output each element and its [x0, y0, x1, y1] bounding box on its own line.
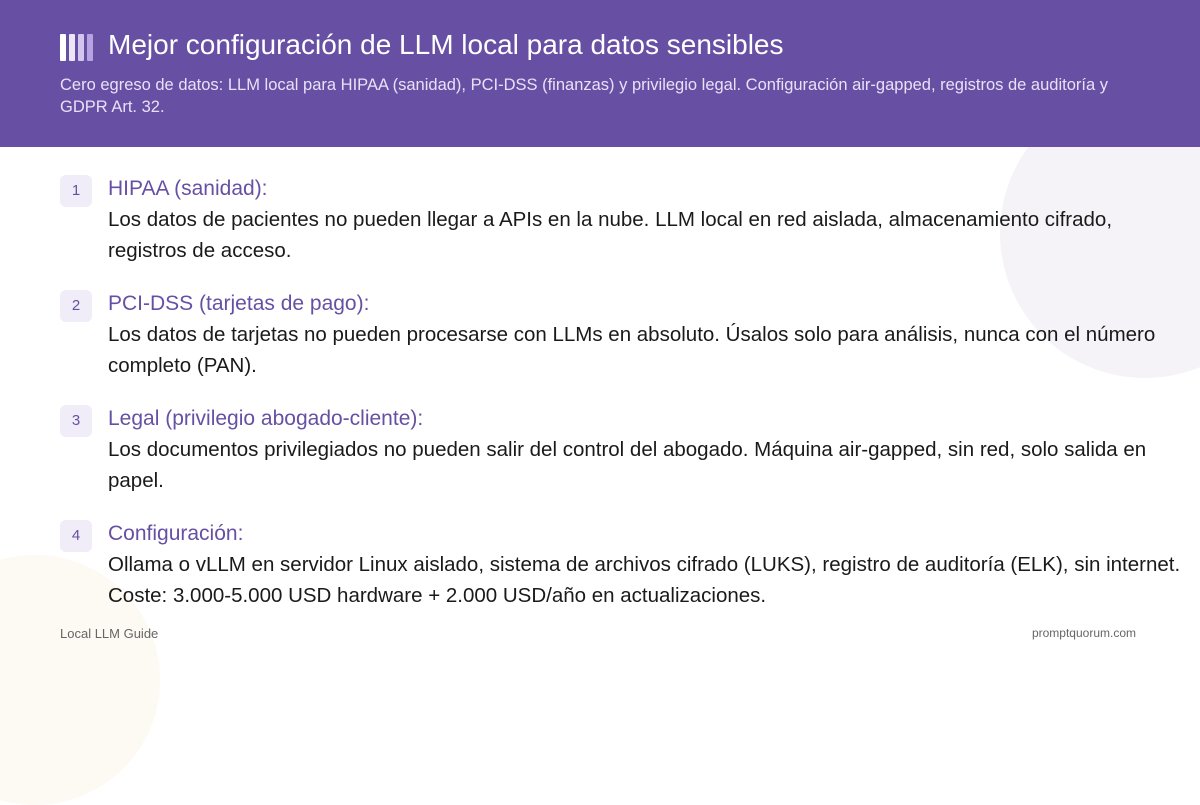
item-number-badge: 4	[60, 520, 92, 552]
footer-site-link[interactable]: promptquorum.com	[1031, 626, 1136, 640]
item-number-badge: 1	[60, 175, 92, 207]
item-number-badge: 3	[60, 405, 92, 437]
item-title: HIPAA (sanidad):	[108, 177, 268, 200]
item-title: Configuración:	[108, 522, 244, 545]
header-banner	[0, 0, 1200, 147]
page-title: Mejor configuración de LLM local para datos sensibles	[108, 29, 784, 60]
item-title: PCI-DSS (tarjetas de pago):	[108, 292, 370, 315]
item-body: Los datos de pacientes no pueden llegar a APIs en la nube. LLM local en red aislada, almacenamiento cifrado, registros de acceso.	[108, 208, 1113, 262]
item-number-badge: 2	[60, 290, 92, 322]
footer-guide-label: Local LLM Guide	[60, 626, 159, 641]
item-body: Los documentos privilegiados no pueden salir del control del abogado. Máquina air-gapped, sin red, solo salida en papel.	[108, 438, 1147, 492]
item-body: Los datos de tarjetas no pueden procesarse con LLMs en absoluto. Úsalos solo para análisis, nunca con el número completo (PAN).	[108, 323, 1156, 377]
item-body: Ollama o vLLM en servidor Linux aislado, sistema de archivos cifrado (LUKS), registro de auditoría (ELK), sin internet. Coste: 3.000-5.000 USD hardware + 2.000 USD/año en actualizaciones.	[108, 553, 1181, 607]
bars-logo-icon	[60, 34, 94, 61]
page-subtitle: Cero egreso de datos: LLM local para HIPAA (sanidad), PCI-DSS (finanzas) y privilegio legal. Configuración air-gapped, registros de auditoría y GDPR Art. 32.	[60, 76, 1108, 116]
item-title: Legal (privilegio abogado-cliente):	[108, 407, 424, 430]
